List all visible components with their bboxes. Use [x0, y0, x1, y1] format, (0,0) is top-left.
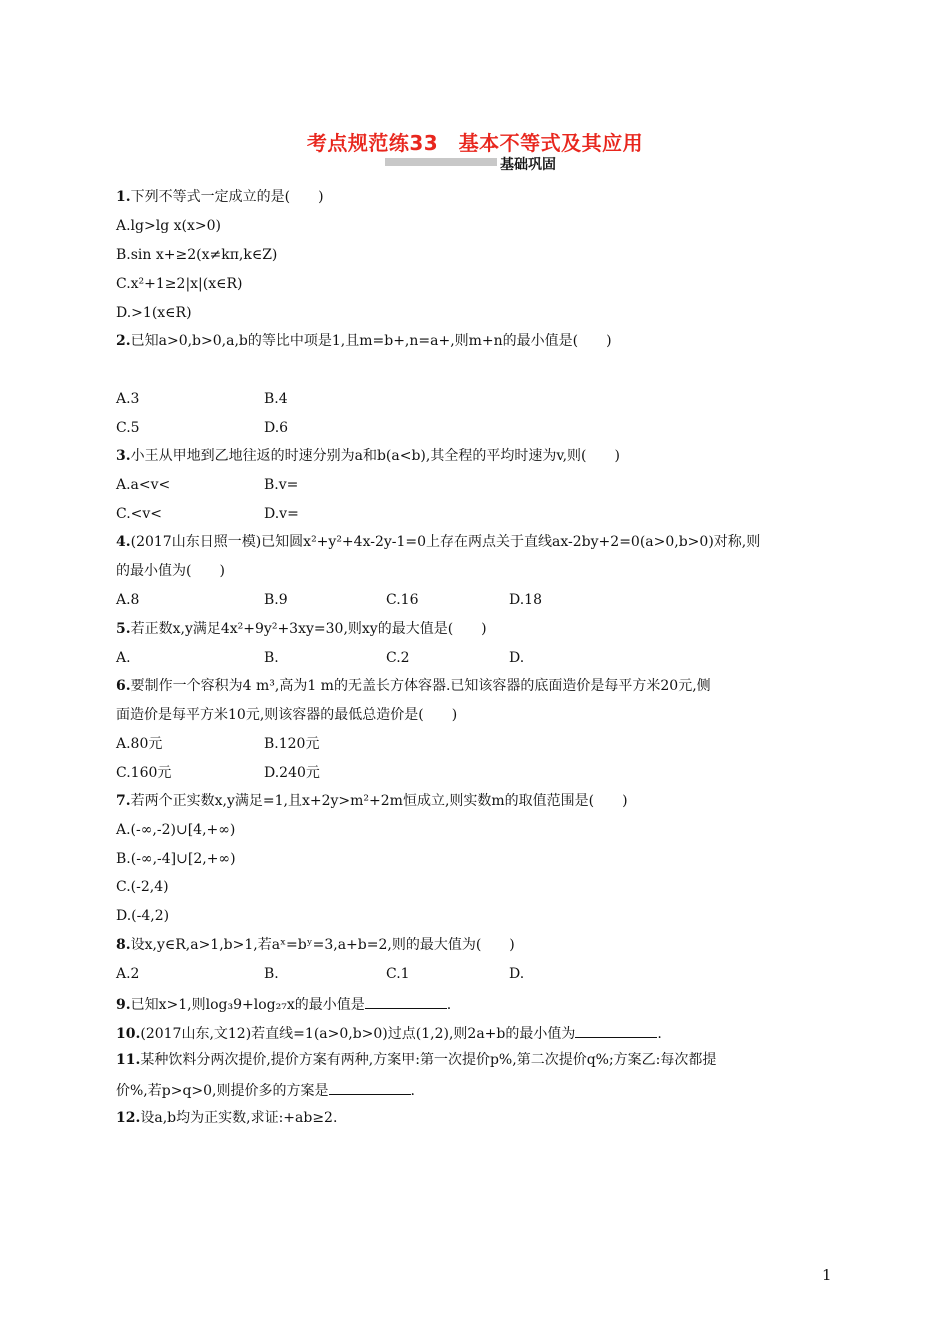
question-stem: 设a,b均为正实数,求证:+ab≥2. [140, 1110, 338, 1126]
question-11-cont [116, 1080, 415, 1100]
question-end: . [446, 997, 452, 1013]
option-1b: B.sin x+≥2(x≠kπ,k∈Z) [116, 247, 278, 263]
page-title: 考点规范练33 基本不等式及其应用 [306, 131, 644, 155]
option-6d: D.240元 [264, 765, 320, 781]
question-3 [116, 447, 620, 465]
question-number: 11. [116, 1052, 141, 1068]
question-5 [116, 620, 487, 638]
option-8d: D. [509, 966, 525, 982]
question-11 [116, 1051, 716, 1069]
question-stem: 价%,若p>q>0,则提价多的方案是 [116, 1083, 329, 1099]
answer-blank [365, 994, 447, 1009]
answer-blank [329, 1080, 411, 1095]
question-number: 2. [116, 333, 131, 349]
question-number: 9. [116, 997, 131, 1013]
question-stem: 设x,y∈R,a>1,b>1,若aˣ=bʸ=3,a+b=2,则的最大值为( ) [130, 937, 515, 953]
option-1a: A.lg>lg x(x>0) [116, 218, 221, 234]
answer-blank [575, 1023, 657, 1038]
question-number: 3. [116, 448, 131, 464]
option-2c: C.5 [116, 420, 140, 436]
question-1 [116, 188, 324, 206]
option-4b: B.9 [264, 592, 288, 608]
option-7a: A.(-∞,-2)∪[4,+∞) [116, 822, 236, 838]
question-number: 5. [116, 621, 131, 637]
option-2b: B.4 [264, 391, 288, 407]
option-3c: C.<v< [116, 506, 163, 522]
question-6 [116, 677, 711, 695]
option-5c: C.2 [386, 650, 410, 666]
question-4-cont: 的最小值为( ) [116, 563, 225, 579]
option-5d: D. [509, 650, 525, 666]
question-stem: 小王从甲地到乙地往返的时速分别为a和b(a<b),其全程的平均时速为v,则( ) [130, 448, 620, 464]
option-3b: B.v= [264, 477, 299, 493]
option-6a: A.80元 [116, 736, 163, 752]
option-3d: D.v= [264, 506, 299, 522]
question-stem: 已知x>1,则log₃9+log₂₇x的最小值是 [130, 997, 365, 1013]
question-number: 4. [116, 534, 131, 550]
question-stem: 某种饮料分两次提价,提价方案有两种,方案甲:第一次提价p%,第二次提价q%;方案乙:每次都提 [140, 1052, 717, 1068]
option-8a: A.2 [116, 966, 140, 982]
option-4a: A.8 [116, 592, 140, 608]
option-1d: D.>1(x∈R) [116, 305, 192, 321]
section-divider-bar [385, 158, 497, 166]
question-stem: (2017山东日照一模)已知圆x²+y²+4x-2y-1=0上存在两点关于直线ax-2by+2=0(a>0,b>0)对称,则 [130, 534, 761, 550]
option-7d: D.(-4,2) [116, 908, 170, 924]
question-number: 1. [116, 189, 131, 205]
question-end: . [410, 1083, 415, 1099]
option-5b: B. [264, 650, 279, 666]
option-7b: B.(-∞,-4]∪[2,+∞) [116, 851, 236, 867]
option-4c: C.16 [386, 592, 419, 608]
question-stem: 若正数x,y满足4x²+9y²+3xy=30,则xy的最大值是( ) [130, 621, 487, 637]
question-10 [116, 1023, 662, 1043]
option-8c: C.1 [386, 966, 410, 982]
question-4 [116, 533, 760, 551]
question-number: 12. [116, 1110, 141, 1126]
question-number: 10. [116, 1026, 141, 1042]
question-stem: 若两个正实数x,y满足=1,且x+2y>m²+2m恒成立,则实数m的取值范围是( ) [130, 793, 628, 809]
question-number: 8. [116, 937, 131, 953]
option-2a: A.3 [116, 391, 140, 407]
page-number: 1 [822, 1266, 832, 1284]
question-7 [116, 792, 628, 810]
question-8 [116, 936, 515, 954]
question-stem: 要制作一个容积为4 m³,高为1 m的无盖长方体容器.已知该容器的底面造价是每平方米20元,侧 [130, 678, 711, 694]
question-stem: (2017山东,文12)若直线=1(a>0,b>0)过点(1,2),则2a+b的最小值为 [140, 1026, 576, 1042]
question-2 [116, 332, 612, 350]
option-5a: A. [116, 650, 131, 666]
question-6-cont: 面造价是每平方米10元,则该容器的最低总造价是( ) [116, 707, 458, 723]
section-heading: 基础巩固 [500, 157, 556, 173]
question-number: 7. [116, 793, 131, 809]
question-stem: 下列不等式一定成立的是( ) [130, 189, 324, 205]
question-end: . [657, 1026, 662, 1042]
option-7c: C.(-2,4) [116, 879, 169, 895]
option-2d: D.6 [264, 420, 289, 436]
option-1c: C.x²+1≥2|x|(x∈R) [116, 276, 243, 292]
option-4d: D.18 [509, 592, 542, 608]
question-12 [116, 1109, 337, 1127]
question-number: 6. [116, 678, 131, 694]
option-3a: A.a<v< [116, 477, 171, 493]
option-8b: B. [264, 966, 279, 982]
question-9 [116, 994, 451, 1014]
option-6b: B.120元 [264, 736, 320, 752]
question-stem: 已知a>0,b>0,a,b的等比中项是1,且m=b+,n=a+,则m+n的最小值是( ) [130, 333, 612, 349]
option-6c: C.160元 [116, 765, 172, 781]
